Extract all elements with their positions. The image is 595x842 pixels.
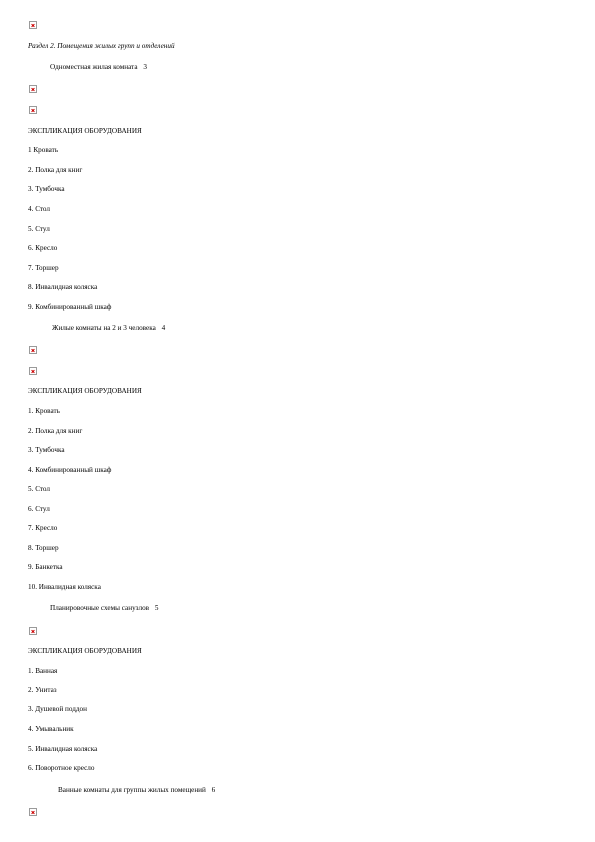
broken-image-icon [29,85,37,93]
list-item: 7. Кресло [28,524,58,532]
list-item: 3. Душевой поддон [28,705,87,713]
block-heading-number: 6 [211,786,216,794]
list-item: 8. Инвалидная коляска [28,283,98,291]
list-item: 2. Унитаз [28,686,57,694]
broken-image-icon [29,808,37,816]
list-item: 1 Кровать [28,146,59,154]
block-heading-number: 4 [161,324,166,332]
block-heading-number: 5 [154,604,159,612]
list-item: 6. Кресло [28,244,58,252]
list-item: 9. Комбинированный шкаф [28,303,112,311]
list-item: 9. Банкетка [28,563,63,571]
list-item: 2. Полка для книг [28,427,83,435]
broken-image-icon [29,367,37,375]
broken-image-icon [29,346,37,354]
broken-image-icon [29,106,37,114]
block-heading [50,63,147,72]
list-item: 10. Инвалидная коляска [28,583,101,591]
block-heading-number: 3 [143,63,147,71]
list-item: 6. Стул [28,505,50,513]
block-heading [50,604,158,613]
broken-image-icon [29,21,37,29]
explication-title: ЭКСПЛИКАЦИЯ ОБОРУДОВАНИЯ [28,647,142,655]
block-heading-text: Планировочные схемы санузлов [50,604,150,612]
block-heading [58,786,215,795]
list-item: 5. Стул [28,225,50,233]
list-item: 6. Поворотное кресло [28,764,95,772]
list-item: 2. Полка для книг [28,166,83,174]
block-heading-text: Одноместная жилая комната [50,63,138,71]
block-heading-text: Жилые комнаты на 2 и 3 человека [52,324,156,332]
list-item: 7. Торшер [28,264,59,272]
list-item: 5. Инвалидная коляска [28,745,98,753]
list-item: 3. Тумбочка [28,185,65,193]
explication-title: ЭКСПЛИКАЦИЯ ОБОРУДОВАНИЯ [28,127,142,135]
section-title: Раздел 2. Помещения жилых групп и отделений [28,42,175,50]
list-item: 8. Торшер [28,544,59,552]
broken-image-icon [29,627,37,635]
list-item: 4. Умывальник [28,725,74,733]
list-item: 3. Тумбочка [28,446,65,454]
list-item: 1. Ванная [28,667,58,675]
list-item: 1. Кровать [28,407,60,415]
explication-title: ЭКСПЛИКАЦИЯ ОБОРУДОВАНИЯ [28,387,142,395]
block-heading-text: Ванные комнаты для группы жилых помещений [58,786,206,794]
list-item: 4. Стол [28,205,51,213]
block-heading [52,324,165,333]
list-item: 5. Стол [28,485,51,493]
list-item: 4. Комбинированный шкаф [28,466,112,474]
